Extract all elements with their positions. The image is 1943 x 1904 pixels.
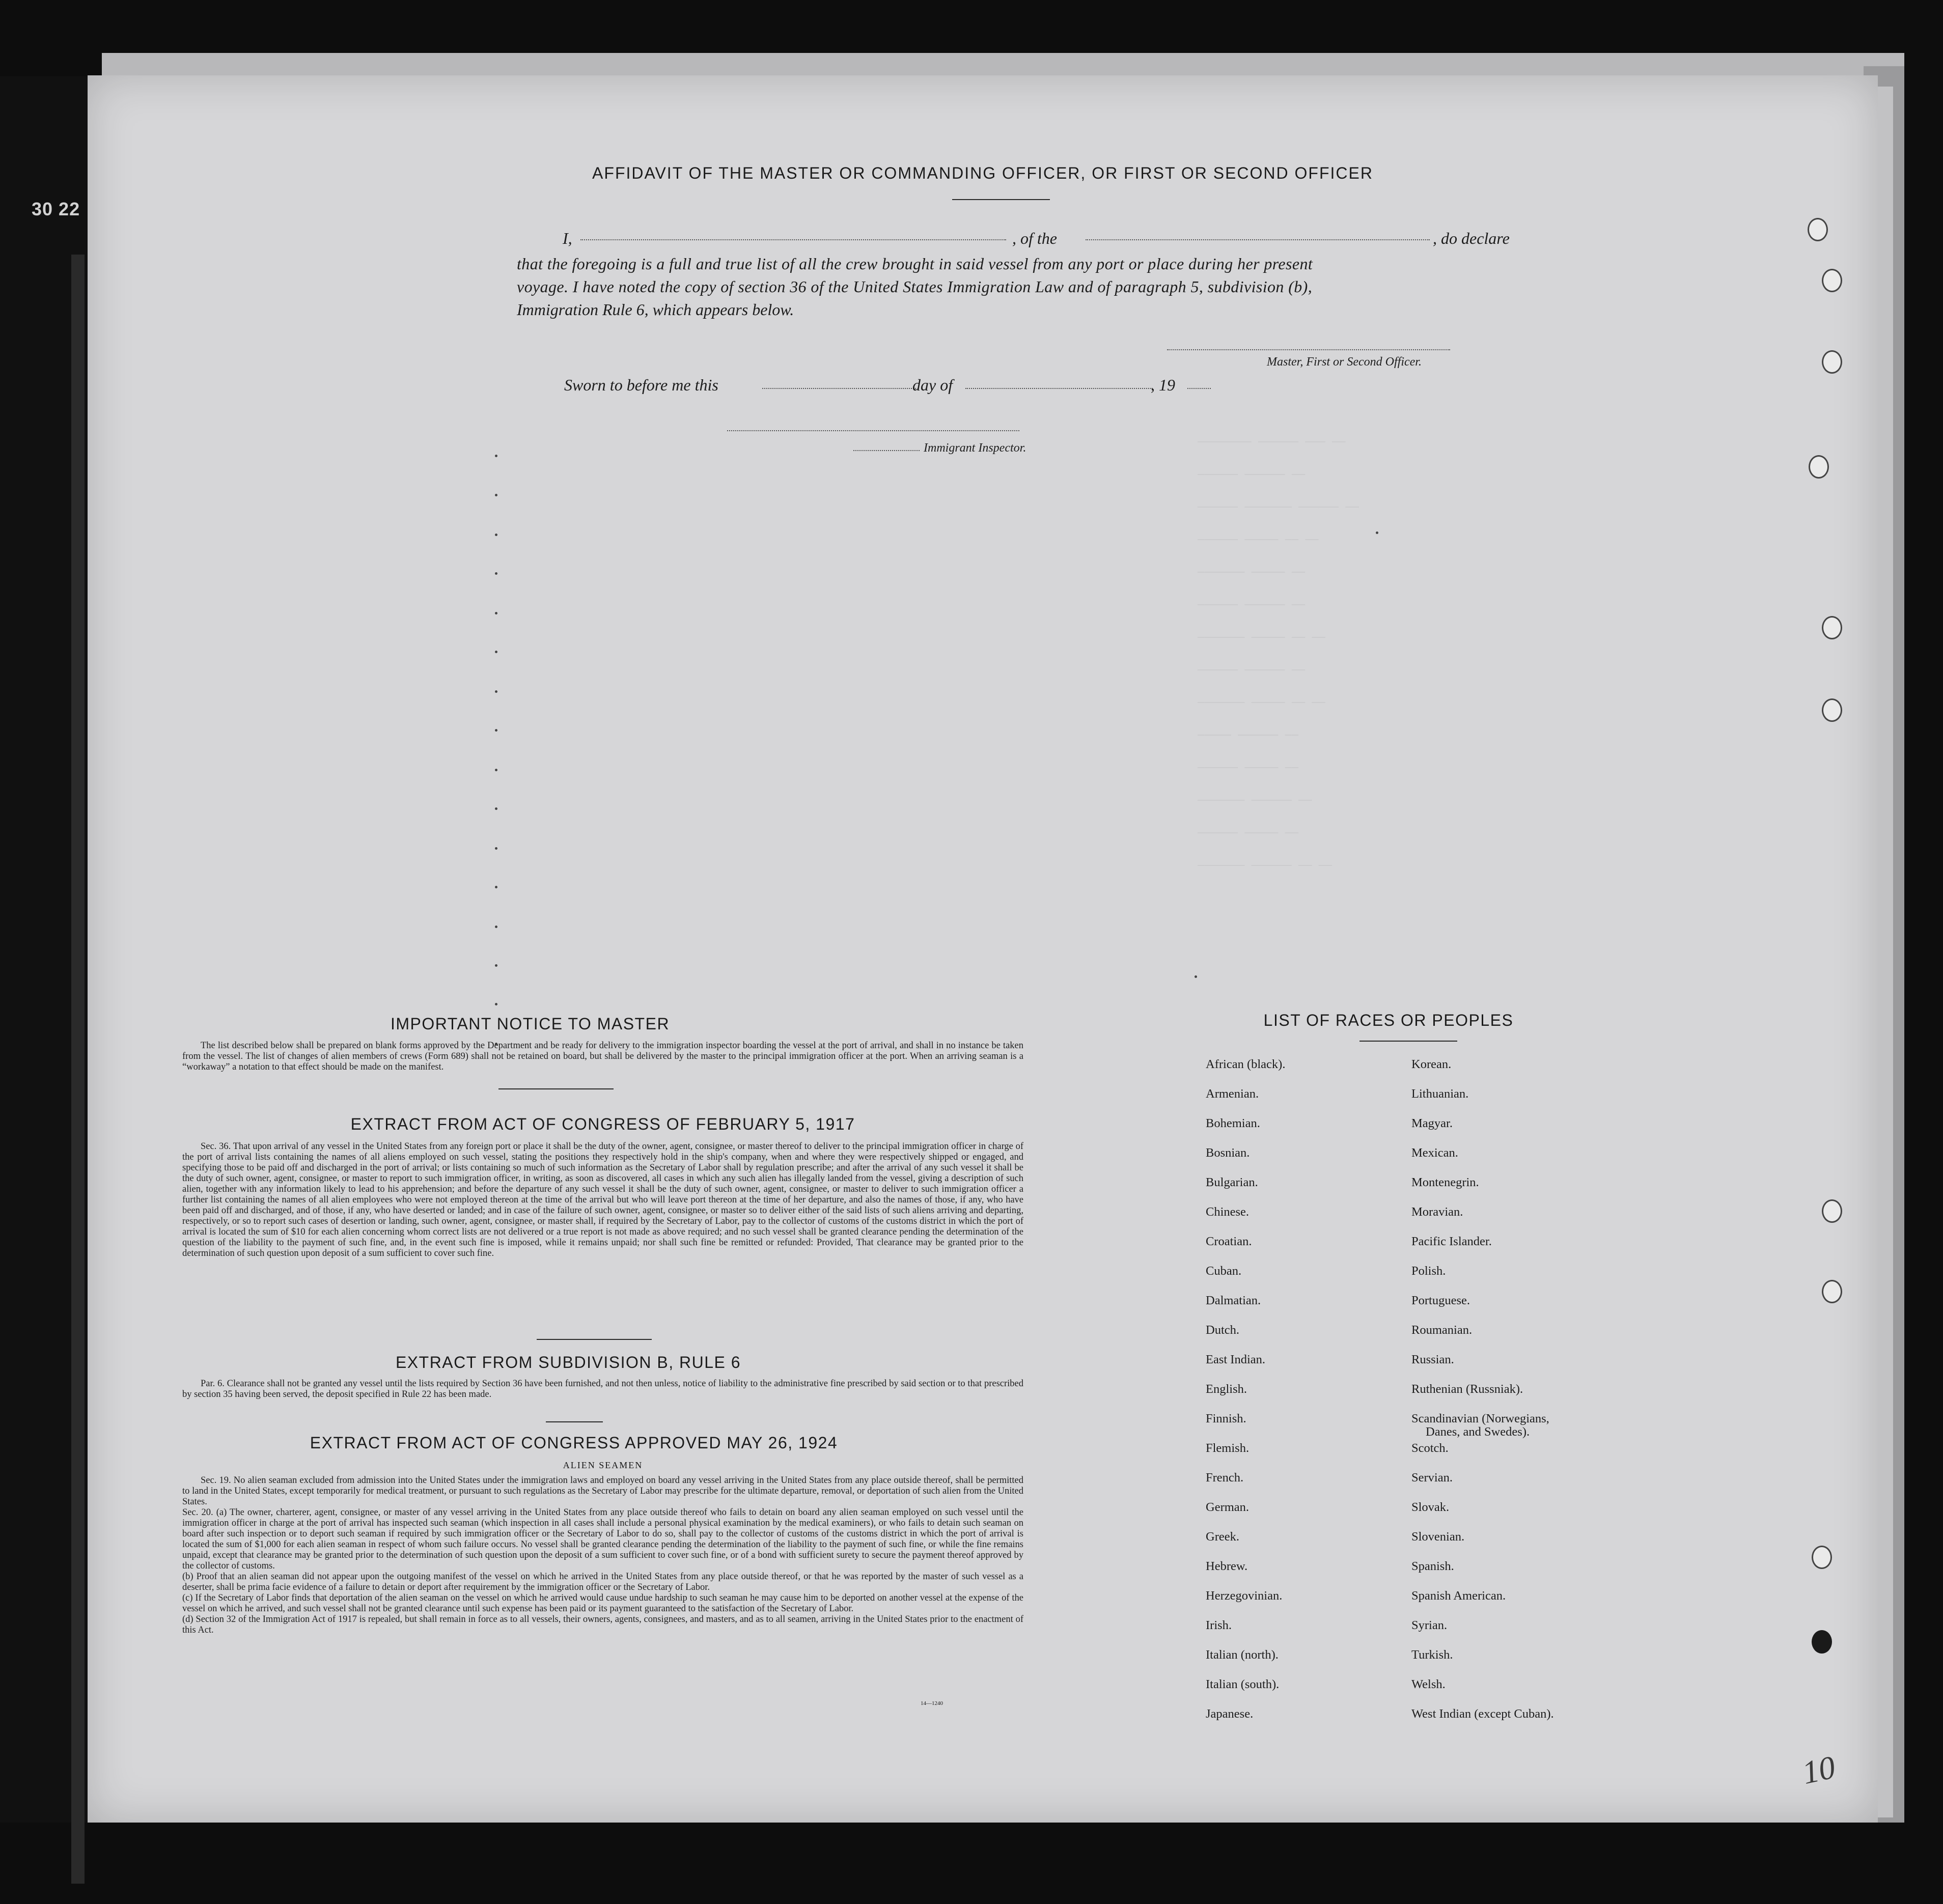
sworn-year-line (1187, 388, 1211, 389)
manifest-page (88, 75, 1878, 1823)
race-item: Polish. (1411, 1264, 1446, 1278)
race-item: East Indian. (1206, 1353, 1266, 1366)
sec-20d: (d) Section 32 of the Immigration Act of 1917 is repealed, but shall remain in force as to all vessels, their owners, agents, consignees, and masters, and as to all seamen, arriving in the United States prior to the enactment of this Act. (182, 1614, 1023, 1635)
stray-dot (495, 729, 497, 732)
race-item: Russian. (1411, 1353, 1454, 1366)
rule6-heading: EXTRACT FROM SUBDIVISION B, RULE 6 (395, 1353, 741, 1371)
left-binding-strip (0, 76, 88, 1823)
inspector-caption-lead (853, 450, 920, 451)
extract-1917-divider (537, 1339, 652, 1340)
officer-signature-line (1167, 349, 1450, 350)
race-item: Magyar. (1411, 1116, 1453, 1130)
race-item: Slovak. (1411, 1500, 1450, 1514)
stray-dot (495, 612, 497, 614)
race-item: Finnish. (1206, 1412, 1246, 1425)
binder-hole (1809, 455, 1829, 479)
affidavit-line-4: Immigration Rule 6, which appears below. (517, 300, 794, 319)
race-item: Scotch. (1411, 1441, 1449, 1455)
binder-hole (1822, 1199, 1842, 1223)
stray-dot (495, 807, 497, 810)
stray-dot (1195, 975, 1197, 978)
stray-dot (495, 534, 497, 536)
binder-hole (1822, 698, 1842, 722)
race-item: Cuban. (1206, 1264, 1242, 1278)
race-item: Bohemian. (1206, 1116, 1260, 1130)
affidavit-line-3: voyage. I have noted the copy of section 36 of the United States Immigration Law and of paragraph 5, subdivision (b), (517, 277, 1313, 296)
race-item: Mexican. (1411, 1146, 1458, 1160)
race-item: Syrian. (1411, 1618, 1448, 1632)
stray-dot (495, 494, 497, 496)
name-line (580, 239, 1006, 240)
extract-1917-heading: EXTRACT FROM ACT OF CONGRESS OF FEBRUARY 5, 1917 (350, 1115, 855, 1133)
race-item: Pacific Islander. (1411, 1235, 1492, 1248)
binder-hole (1822, 350, 1842, 374)
race-item-continuation: Danes, and Swedes). (1426, 1425, 1530, 1439)
form-number: 14—1240 (921, 1700, 943, 1706)
stray-dot (495, 847, 497, 850)
binder-hole (1822, 1280, 1842, 1303)
race-item: German. (1206, 1500, 1250, 1514)
notice-body: The list described below shall be prepared on blank forms approved by the Department and be ready for delivery to the immigration inspector boarding the vessel at the port of arrival, and shall in no instance be taken from the vessel. The list of changes of alien members of crews (Form 689) shall not be retained on board, but shall be delivered by the master to the principal immigration officer at the port. When an arriving seaman is a “workaway” a notation to that effect should be made on the manifest. (182, 1041, 1023, 1072)
notice-divider (498, 1088, 614, 1089)
of-the-label: , of the (1012, 229, 1057, 247)
extract-1924-heading: EXTRACT FROM ACT OF CONGRESS APPROVED MAY 26, 1924 (310, 1434, 838, 1452)
race-item: Moravian. (1411, 1205, 1463, 1219)
race-item: Croatian. (1206, 1235, 1252, 1248)
race-item: Korean. (1411, 1057, 1452, 1071)
race-item: Hebrew. (1206, 1559, 1248, 1573)
race-item: Japanese. (1206, 1707, 1254, 1721)
race-item: Spanish. (1411, 1559, 1454, 1573)
strip-number: 30 22 (32, 199, 80, 219)
race-item: Spanish American. (1411, 1589, 1506, 1603)
inspector-signature-line (727, 430, 1019, 431)
back-page-right-edge-2 (1878, 87, 1893, 1817)
race-item: Ruthenian (Russniak). (1411, 1382, 1523, 1396)
race-item: Portuguese. (1411, 1294, 1470, 1307)
binder-hole (1822, 616, 1842, 639)
race-item: Chinese. (1206, 1205, 1250, 1219)
day-of-label: day of (912, 376, 953, 394)
stray-dot (495, 926, 497, 928)
stray-dot (495, 769, 497, 771)
extract-1924-body (182, 1475, 1023, 1636)
race-item: Dutch. (1206, 1323, 1239, 1337)
binder-hole (1808, 218, 1828, 241)
stray-dot (495, 964, 497, 967)
sworn-label: Sworn to before me this (564, 376, 718, 394)
race-item: Greek. (1206, 1530, 1239, 1544)
sworn-month-line (965, 388, 1153, 389)
title-underline (952, 199, 1050, 200)
binder-hole (1812, 1630, 1832, 1654)
race-item: English. (1206, 1382, 1247, 1396)
race-item: Flemish. (1206, 1441, 1250, 1455)
race-item: African (black). (1206, 1057, 1286, 1071)
notice-heading: IMPORTANT NOTICE TO MASTER (390, 1015, 670, 1033)
do-declare-label: , do declare (1433, 229, 1510, 247)
strip-edge (71, 255, 85, 1884)
races-underline (1359, 1041, 1457, 1042)
affidavit-title: AFFIDAVIT OF THE MASTER OR COMMANDING OFFICER, OR FIRST OR SECOND OFFICER (592, 164, 1373, 182)
binder-hole (1822, 269, 1842, 292)
sec-19: Sec. 19. No alien seaman excluded from admission into the United States under the immigration laws and employed on board any vessel arriving in the United States from any place outside thereof, shall be permitted to land in the United States, except temporarily for medical treatment, or pursuant to such regulations as the Secretary of Labor may prescribe for the ultimate departure, removal, or deportation of such alien from the United States. (182, 1475, 1023, 1507)
race-item: French. (1206, 1471, 1244, 1485)
stray-dot (1376, 531, 1378, 534)
race-item: Lithuanian. (1411, 1087, 1469, 1101)
alien-seamen-subheading: ALIEN SEAMEN (563, 1460, 643, 1470)
race-item: Montenegrin. (1411, 1175, 1479, 1189)
officer-signature-caption: Master, First or Second Officer. (1267, 355, 1422, 369)
race-item: Dalmatian. (1206, 1294, 1261, 1307)
extract-1917-body: Sec. 36. That upon arrival of any vessel in the United States from any foreign port or place it shall be the duty of the owner, agent, consignee, or master thereof to deliver to the principal immigration officer in charge of the port of arrival lists containing the names of all aliens employed on such vessel, stating the positions they respectively hold in the ship's company, when and where they were respectively shipped or engaged, and specifying those to be paid off and discharged in the port of arrival; or lists containing so much of such information as the Secretary of Labor shall by regulation prescribe; and after the arrival of any such vessel it shall be the duty of such owner, agent, consignee, or master to report to such immigration officer, in writing, as soon as discovered, all cases in which any such alien has illegally landed from the vessel, giving a description of such alien, together with any information likely to lead to his apprehension; and before the departure of any such vessel it shall be the duty of such owner, agent, consignee, or master to deliver to such immigration officer a further list containing the names of all alien employees who were not employed thereon at the time of the arrival but who will leave port thereon at the time of her departure, and also the names of those, if any, who have been paid off and discharged, and of those, if any, who have deserted or landed; and in case of the failure of such owner, agent, consignee, or master so to deliver either of the said lists of such aliens arriving and departing, respectively, or so to report such cases of desertion or landing, such owner, agent, consignee, or master shall, if required by the Secretary of Labor, pay to the collector of customs of the customs district in which the port of arrival is located the sum of $10 for each alien concerning whom correct lists are not delivered or a true report is not made as above required; and no such vessel shall be granted clearance pending the determination of the question of the liability to the payment of such fine, and, in the event such fine is imposed, while it remains unpaid; nor shall such fine be remitted or refunded: Provided, That clearance may be granted prior to the determination of such question upon deposit of a sum sufficient to cover such fine. (182, 1141, 1023, 1258)
race-item: Turkish. (1411, 1648, 1453, 1662)
races-heading: LIST OF RACES OR PEOPLES (1263, 1011, 1514, 1029)
stray-dot (495, 886, 497, 888)
stray-dot (495, 1003, 497, 1005)
sec-20c: (c) If the Secretary of Labor finds that deportation of the alien seaman on the vessel on which he arrived would cause undue hardship to such seaman he may cause him to be deported on another vessel at the expense of the vessel on which he arrived, and such vessel shall not be granted clearance until such expense has been paid or its payment guaranteed to the satisfaction of the Secretary of Labor. (182, 1593, 1023, 1614)
stray-dot (495, 455, 497, 457)
race-item: Roumanian. (1411, 1323, 1473, 1337)
stray-dot (495, 651, 497, 653)
sec-20a: Sec. 20. (a) The owner, charterer, agent, consignee, or master of any vessel arriving in the United States from any place outside thereof who fails to detain on board any alien seaman employed on such vessel until the immigration officer in charge at the port of arrival has inspected such seaman (which inspection in all cases shall include a personal physical examination by the medical examiners), or who fails to detain such seaman on board after such inspection or to deport such seaman if required by such immigration officer or the Secretary of Labor to do so, shall pay to the collector of customs of the customs district in which the port of arrival is located the sum of $1,000 for each alien seaman in respect of whom such failure occurs. No vessel shall be granted clearance pending the determination of the liability to the payment of such fine, or while the fine remains unpaid, except that clearance may be granted prior to the determination of such question upon the deposit of a sum sufficient to cover such fine, or of a bond with sufficient surety to secure the payment thereof approved by the collector of customs. (182, 1507, 1023, 1571)
race-item: Italian (north). (1206, 1648, 1279, 1662)
race-item: Armenian. (1206, 1087, 1259, 1101)
rule6-divider (546, 1421, 603, 1422)
race-item: West Indian (except Cuban). (1411, 1707, 1554, 1721)
vessel-line (1086, 239, 1430, 240)
binder-hole (1812, 1546, 1832, 1569)
handwritten-page-number: 10 (1799, 1749, 1839, 1791)
i-label: I, (563, 229, 572, 247)
race-item: Italian (south). (1206, 1677, 1280, 1691)
affidavit-line-2: that the foregoing is a full and true list of all the crew brought in said vessel from any port or place during her present (517, 255, 1313, 273)
inspector-caption: Immigrant Inspector. (924, 441, 1026, 455)
race-item: Scandinavian (Norwegians, (1411, 1412, 1549, 1425)
year-label: , 19 (1151, 376, 1175, 394)
bleed-through-text: ________ ______ ___ __ ______ ______ __ ______ _______ ______ __ ______ _____ __ __ _______ _____ __ ______ ______ __ _______ _____ __ __ ______ ______ __ _______ _____ __ __ _____ ______ __ ______ _____ __ _______ ______ __ ______ _____ __ _______ ______ __ __ (1198, 432, 1359, 868)
stray-dot (495, 572, 497, 575)
rule6-body: Par. 6. Clearance shall not be granted any vessel until the lists required by Section 36 have been furnished, and not then unless, notice of liability to the administrative fine prescribed by said section or to that prescribed by section 35 having been served, the deposit specified in Rule 22 has been made. (182, 1379, 1023, 1399)
race-item: Servian. (1411, 1471, 1453, 1485)
race-item: Welsh. (1411, 1677, 1446, 1691)
race-item: Irish. (1206, 1618, 1232, 1632)
sec-20b: (b) Proof that an alien seaman did not appear upon the outgoing manifest of the vessel on which he arrived in the United States from any place outside thereof, or that he was reported by the master of such vessel as a deserter, shall be prima facie evidence of a failure to detain or deport after requirement by the immigration officer or the Secretary of Labor. (182, 1572, 1023, 1592)
race-item: Slovenian. (1411, 1530, 1465, 1544)
stray-dot (495, 690, 497, 693)
race-item: Herzegovinian. (1206, 1589, 1283, 1603)
race-item: Bulgarian. (1206, 1175, 1258, 1189)
sworn-day-line (762, 388, 916, 389)
race-item: Bosnian. (1206, 1146, 1250, 1160)
